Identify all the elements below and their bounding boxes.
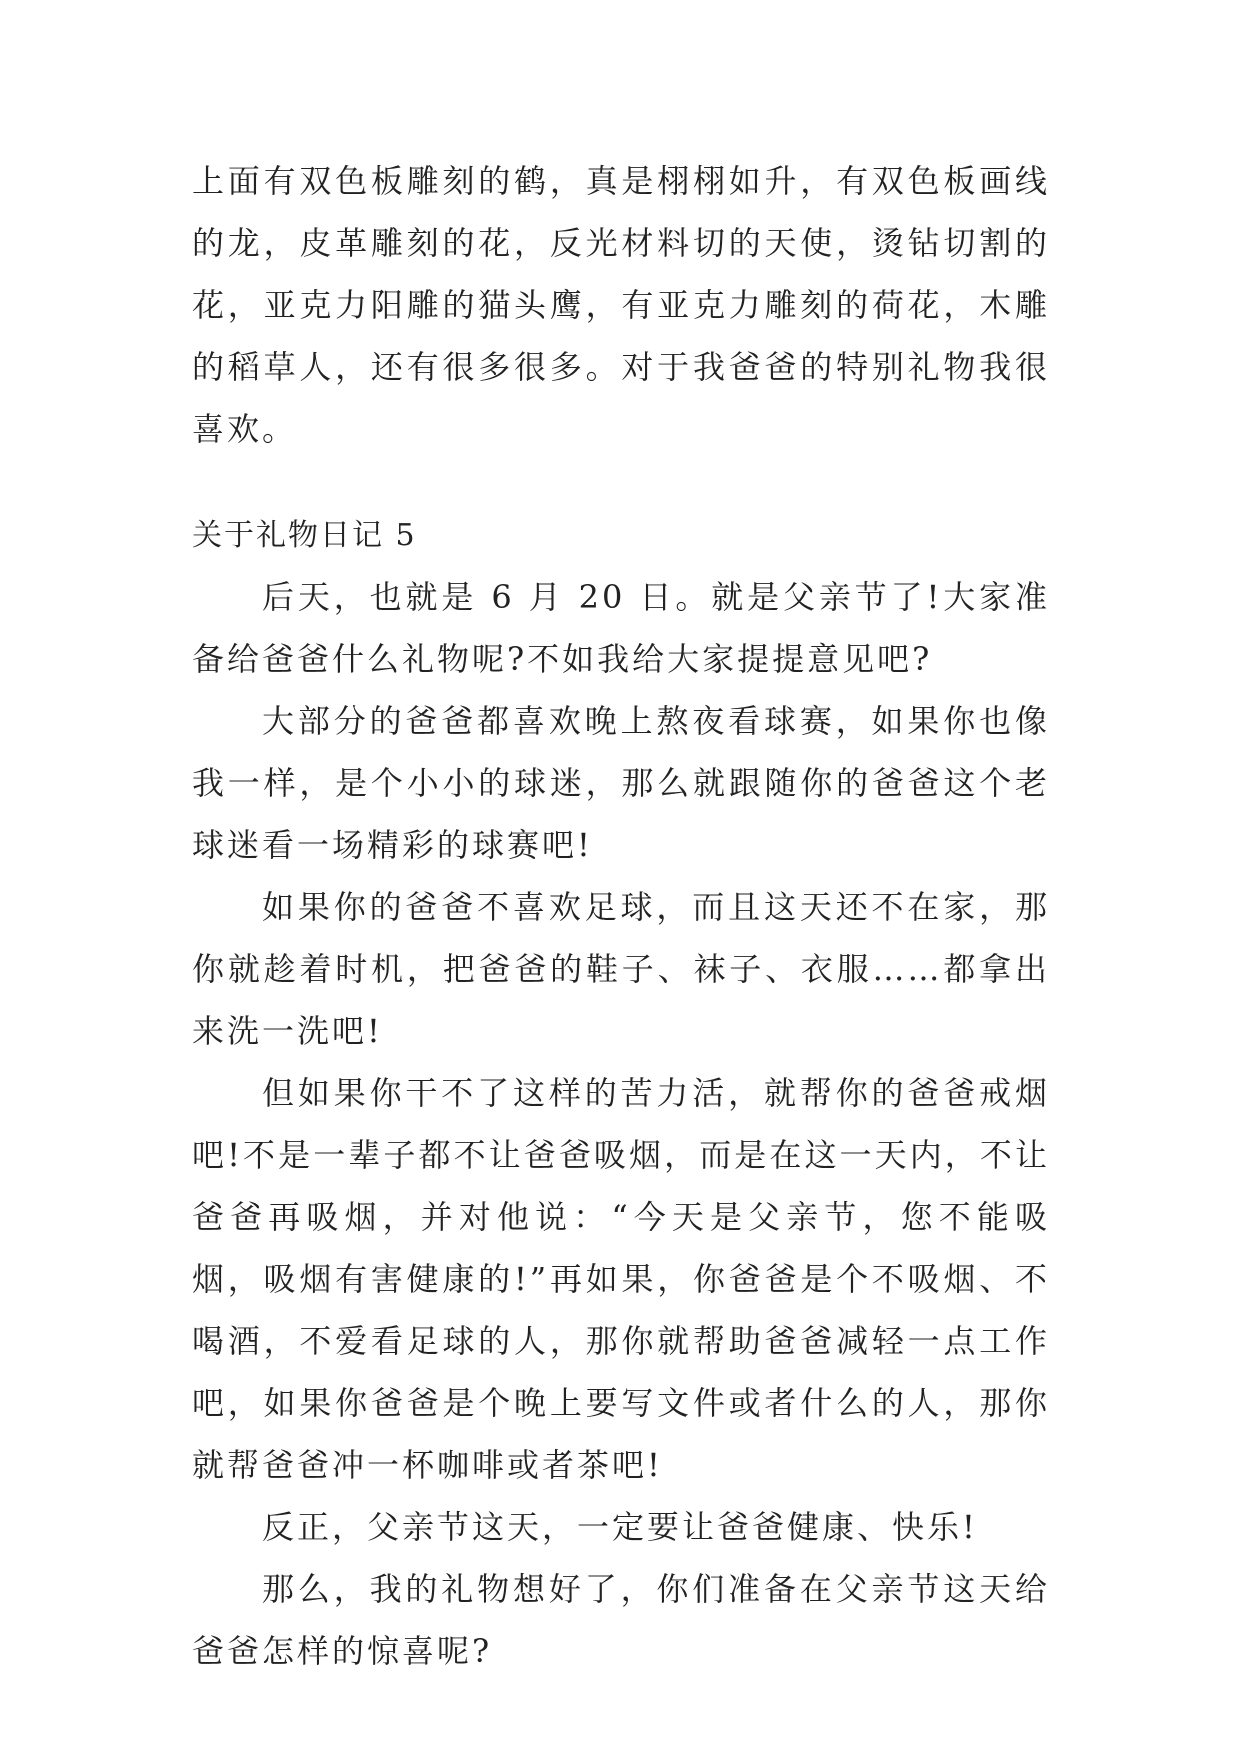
paragraph-4: 但如果你干不了这样的苦力活，就帮你的爸爸戒烟吧!不是一辈子都不让爸爸吸烟，而是在这一天内，不让爸爸再吸烟，并对他说：“今天是父亲节，您不能吸烟，吸烟有害健康的!”再如果，你爸爸是个不吸烟、不喝酒，不爱看足球的人，那你就帮助爸爸减轻一点工作吧，如果你爸爸是个晚上要写文件或者什么的人，那你就帮爸爸冲一杯咖啡或者茶吧! [192,1074,1050,1484]
paragraph-5: 反正，父亲节这天，一定要让爸爸健康、快乐! [262,1508,978,1546]
paragraph-3: 如果你的爸爸不喜欢足球，而且这天还不在家，那你就趁着时机，把爸爸的鞋子、袜子、衣服……都拿出来洗一洗吧! [192,888,1050,1050]
section-heading: 关于礼物日记 5 [192,518,417,553]
intro-paragraph: 上面有双色板雕刻的鹤，真是栩栩如升，有双色板画线的龙，皮革雕刻的花，反光材料切的天使，烫钻切割的花，亚克力阳雕的猫头鹰，有亚克力雕刻的荷花，木雕的稻草人，还有很多很多。对于我爸爸的特别礼物我很喜欢。 [192,162,1050,448]
document-body [192,150,1050,1682]
paragraph-1: 后天，也就是 6 月 20 日。就是父亲节了!大家准备给爸爸什么礼物呢?不如我给大家提提意见吧? [192,578,1050,678]
paragraph-6: 那么，我的礼物想好了，你们准备在父亲节这天给爸爸怎样的惊喜呢? [192,1570,1050,1670]
paragraph-2: 大部分的爸爸都喜欢晚上熬夜看球赛，如果你也像我一样，是个小小的球迷，那么就跟随你的爸爸这个老球迷看一场精彩的球赛吧! [192,702,1050,864]
